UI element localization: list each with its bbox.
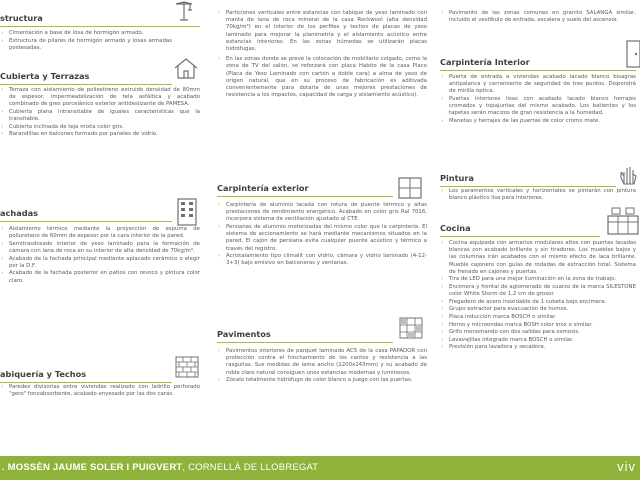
chevron-icon: › [441,313,444,320]
list-item: › Manetas y herrajes de las puertas de color cromo mate. [441,118,601,124]
chevron-icon: › [441,118,444,124]
list-item: › Terraza con aislamiento de poliestireno extruido densidad de 80mm de espesor, impermeabilización de tela asfáltica y acabado combinado de gres porcelánico exterior antideslizante de PAMESA. [1,87,200,108]
chevron-icon: › [441,96,444,102]
footer-address [2,462,318,473]
chevron-icon: › [441,344,444,351]
floor-tiles-icon [399,317,423,339]
footer-address-city: , CORNELLÀ DE LLOBREGAT [182,462,319,473]
chevron-icon: › [218,56,221,63]
chevron-icon: › [1,384,4,390]
section-heading-fachadas [0,205,172,222]
list-carpinteria-exterior [217,202,427,268]
list-carpinteria-interior [440,74,636,126]
list-zonas-comunes [440,10,636,25]
chevron-icon: › [218,253,221,260]
section-title: Carpintería exterior [217,183,309,193]
chevron-icon: › [441,276,444,283]
list-item: › Lavavajillas integrado marca BOSCH o similar. [441,336,574,343]
section-heading-carpinteria-interior [440,54,636,71]
list-tabiqueria [0,384,200,399]
section-heading-cubierta [0,68,172,85]
list-particiones [217,10,427,100]
section-title: Cubierta y Terrazas [0,71,90,81]
chevron-icon: › [441,240,444,246]
list-cubierta [0,87,200,139]
chevron-icon: › [441,321,444,328]
chevron-icon: › [441,74,444,80]
footer-address-street: . MOSSÈN JAUME SOLER I PUIGVERT [2,462,183,473]
section-heading-estructura [0,10,200,27]
list-item: › Carpintería de aluminio lacada con rotura de puente térmico y altas prestaciones de rendimiento energético. Acabado en color gris Ral 7016, incorpora sistema de ventilación ajustado al CTE. [218,202,427,223]
section-heading-pintura [440,170,616,187]
list-item: › Placa inducción marca BOSCH o similar. [441,313,557,320]
section-title: Pintura [440,173,474,183]
footer-bar [0,456,640,480]
list-item: › Acabado de la fachada posterior en patios con revoco y pintura color claro. [1,270,200,284]
chevron-icon: › [1,123,4,130]
list-estructura [0,30,172,52]
chevron-icon: › [218,224,221,230]
section-title: Cocina [440,223,471,233]
chevron-icon: › [218,377,221,384]
list-item: › Particiones verticales entre estancias con tabique de yeso laminado con manta de lana de roca mineral de la casa Rockwool (alta densidad 70kg/m³) en el interior de los perfiles y techos de placas de yeso laminado para mejorar la planimetría y el aislamiento acústico entre estancias interiores. En las zonas húmedas se utilizarán placas hidrófugas. [218,10,427,53]
kitchen-icon [606,206,640,236]
list-item: › En las zonas donde se prevé la colocación de mobiliario colgado, como la zona de TV del salón, se reforzará con placa Habito de la casa Placo (Placa de Yeso Laminado con cartón a doble cara) a alma de yeso de origen natural, que en su proceso de fabricación es aditivada convenientemente para dotarla de unas mejores prestaciones de resistencia a los impactos, capacidad de carga y aislamiento acústico). [218,56,427,99]
list-item: › Zócalo totalmente hidrófugo de color blanco a juego con las puertas. [218,377,413,384]
chevron-icon: › [218,10,221,16]
section-title: Carpintería Interior [440,57,530,67]
paint-hand-icon [618,162,640,186]
list-fachadas [0,226,200,285]
list-item: › Puertas interiores lisas con acabado lacado blanco herrajes cromados y topajuntas del mismo acabado. Los batientes y los tapetas serán macizos de gran resistencia a la humedad. [441,96,636,117]
chevron-icon: › [1,87,4,93]
list-item: › Fregadero de acero inoxidable de 1 cubeta bajo encimera. [441,298,607,305]
chevron-icon: › [441,298,444,305]
building-facade-icon [175,196,199,226]
list-item: › Cubierta plana intransitable de iguales características que la transitable. [1,109,200,123]
list-pintura [440,188,636,203]
section-heading-cocina [440,220,600,237]
chevron-icon: › [441,188,444,194]
section-title: abiquería y Techos [0,369,87,379]
chevron-icon: › [1,37,4,44]
list-item: › Pavimento de las zonas comunes en granito SALANGA similar, incluido el vestíbulo de entrada, escalera y suelo del ascensor. [441,10,636,24]
chevron-icon: › [441,329,444,336]
list-item: › Cocina equipada con armarios modulares altos con puertas lacadas blancas con acabado brillante y sin tiradores. Los muebles bajos y las columnas irán acabados con el mismo efecto de laca brillante. Mueble cajonero con guías de rodadas de extracción total. Sistema de frenado en cajones y puertas. [441,240,636,275]
chevron-icon: › [218,348,221,354]
list-cocina [440,240,636,352]
list-item: › Tira de LED para una mejor iluminación en la zona de trabajo. [441,276,617,283]
section-heading-tabiqueria [0,366,172,383]
chevron-icon: › [218,202,221,208]
section-heading-carpinteria-exterior [217,180,393,197]
chevron-icon: › [1,240,4,247]
house-roof-icon [173,56,199,80]
list-pavimentos [217,348,427,385]
chevron-icon: › [441,306,444,313]
list-item: › Horno y microondas marca BOSH color inox o similar. [441,321,593,328]
list-item: › Grupo extractor para evacuación de humos. [441,306,569,313]
list-item: › Cubierta inclinada de teja mixta color gris. [1,123,124,130]
chevron-icon: › [1,109,4,115]
list-item: › Estructura de pilares de hormigón armado y losas armadas postesadas. [1,37,172,51]
list-item: › Previsión para lavadora y secadora. [441,344,546,351]
chevron-icon: › [1,30,4,36]
crane-icon [172,0,196,22]
chevron-icon: › [441,336,444,343]
section-title: structura [0,13,43,23]
list-item: › Paredes divisorias entre viviendas realizado con ladrillo perforado "gero" fonoabsorbente, acabado enyesado por las dos caras. [1,384,200,398]
chevron-icon: › [1,255,4,262]
chevron-icon: › [441,284,444,290]
section-title: Pavimentos [217,329,271,339]
list-item: › Los paramentos verticales y horizontales se pintarán con pintura blanco plástico lisa para interiores. [441,188,636,202]
section-title: achadas [0,208,38,218]
list-item: › Semitrasdosado interior de yeso laminado para la formación de cámara con lana de roca en su interior de alta densidad de 70kg/m³. [1,240,200,254]
list-item: › Barandillas en balcones formado por paneles de vidrio. [1,131,158,138]
list-item: › Cimentación a base de losa de hormigón armado. [1,30,144,36]
brand-logo: viv [617,459,636,474]
list-item: › Aislamiento térmico mediante la proyección de espuma de poliuretano de 60mm de espesor por la cara interior de la pared. [1,226,200,240]
list-item: › Puerta de entrada a viviendas acabado lacado blanco bisagras antipalanca y cerramiento de seguridad de tres puntos. Dispondrá de mirilla óptica. [441,74,636,95]
list-item: › Encimera y frontal de aglomerado de cuarzo de la marca SILESTONE color White Storm de 1,2 cm de grosor. [441,284,636,298]
window-icon [397,176,423,200]
chevron-icon: › [1,270,4,277]
chevron-icon: › [441,10,444,16]
brick-wall-icon [175,356,199,378]
door-icon [626,40,640,68]
chevron-icon: › [1,131,4,138]
list-item: › Pavimentos interiores de parquet laminado AC5 de la casa PAPADOR con protección contra el hinchamiento de los cantos y resistencia a las rasguñas. Sus medidas de lama ancho (2200x243mm) y su acabado de roble claro natural consiguen unos estancias modernas y luminosos. [218,348,427,376]
list-item: › Acristalamiento tipo climalit con vidrio, cámara y vidrio laminado (4-12-3+3) bajo emisivo en balconeras y ventanas. [218,253,427,267]
list-item: › Grifo monomando con dos salidas para osmosis. [441,329,580,336]
list-item: › Acabado de la fachada principal mediante aplacado cerámico o elegir por la D.F. [1,255,200,269]
list-item: › Persianas de aluminio motorizadas del mismo color que la carpintería. El sistema de accionamiento se hará mediante mecanismos situados en la pared. El cajón de persiana evita cualquier puente acústico y térmico a través del registro. [218,224,427,252]
section-heading-pavimentos [217,326,393,343]
chevron-icon: › [1,226,4,232]
